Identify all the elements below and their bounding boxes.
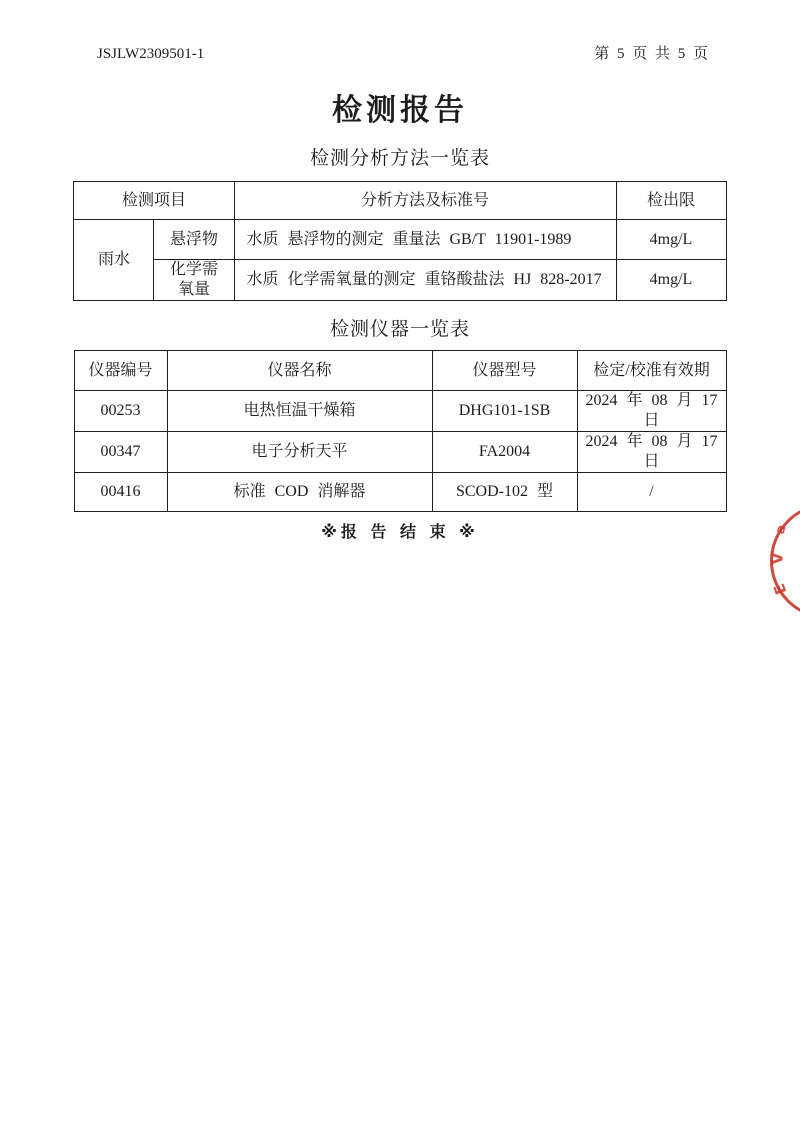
header-item: 检测项目: [74, 182, 234, 220]
limit-cell: 4mg/L: [616, 220, 726, 260]
method-table-header-row: [74, 182, 726, 220]
instrument-model-cell: SCOD-102 型: [432, 473, 577, 512]
instrument-table-caption: 检测仪器一览表: [329, 319, 470, 340]
instrument-model-cell: FA2004: [432, 432, 577, 473]
limit-cell: 4mg/L: [616, 260, 726, 301]
table-row: [74, 432, 726, 473]
method-table: [73, 181, 726, 301]
parameter-cell: 悬浮物: [154, 220, 234, 260]
calibration-validity-cell: /: [577, 473, 726, 512]
sample-type-cell: 雨水: [74, 220, 154, 301]
header-instrument-id: 仪器编号: [74, 351, 167, 391]
instrument-table: [74, 350, 727, 512]
page-header: [0, 0, 800, 63]
table-row: [74, 391, 726, 432]
table-row: [74, 220, 726, 260]
instrument-id-cell: 00253: [74, 391, 167, 432]
instrument-name-cell: 电热恒温干燥箱: [167, 391, 432, 432]
table-row: [74, 260, 726, 301]
end-of-report-mark: ※报 告 结 束 ※: [321, 522, 479, 541]
header-detection-limit: 检出限: [616, 182, 726, 220]
stamp-fragment: V: [767, 552, 787, 565]
header-calibration-validity: 检定/校准有效期: [577, 351, 726, 391]
table-row: [74, 473, 726, 512]
report-title: 检测报告: [332, 93, 468, 128]
instrument-id-cell: 00416: [74, 473, 167, 512]
method-table-caption: 检测分析方法一览表: [309, 148, 490, 169]
instrument-model-cell: DHG101-1SB: [432, 391, 577, 432]
header-method: 分析方法及标准号: [234, 182, 616, 220]
instrument-id-cell: 00347: [74, 432, 167, 473]
parameter-cell: 化学需氧量: [154, 260, 234, 301]
stamp-fragment: E: [769, 581, 791, 597]
stamp-fragment: a: [772, 522, 790, 537]
page-number: 第 5 页 共 5 页: [594, 46, 710, 62]
report-code: JSJLW2309501-1: [97, 46, 205, 62]
instrument-name-cell: 标准 COD 消解器: [167, 473, 432, 512]
method-cell: 水质 悬浮物的测定 重量法 GB/T 11901-1989: [234, 220, 616, 260]
calibration-validity-cell: 2024 年 08 月 17 日: [577, 432, 726, 473]
header-instrument-name: 仪器名称: [167, 351, 432, 391]
header-instrument-model: 仪器型号: [432, 351, 577, 391]
instrument-table-header-row: [74, 351, 726, 391]
calibration-validity-cell: 2024 年 08 月 17 日: [577, 391, 726, 432]
method-cell: 水质 化学需氧量的测定 重铬酸盐法 HJ 828-2017: [234, 260, 616, 301]
instrument-name-cell: 电子分析天平: [167, 432, 432, 473]
